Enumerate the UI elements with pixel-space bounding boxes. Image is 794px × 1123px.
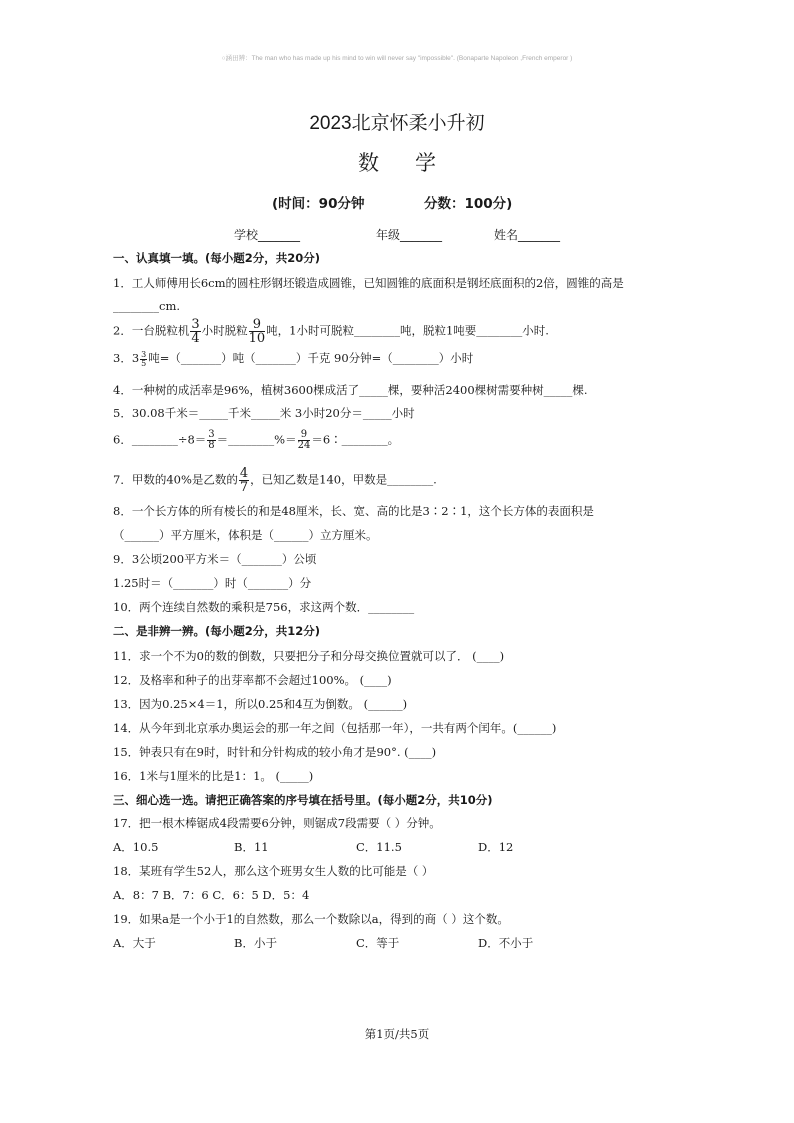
q17-option-d: D．12 [478, 840, 514, 854]
grade-field: 年级_______ [376, 228, 443, 242]
section-3-title: 三、细心选一选。请把正确答案的序号填在括号里。(每小题2分，共10分) [113, 793, 493, 807]
exam-subject: 数学 [358, 151, 472, 175]
question-7 [113, 467, 437, 494]
question-2 [113, 318, 549, 345]
question-9: 9．3公顷200平方米＝（_______）公顷 [113, 552, 317, 566]
q7-text-a: 7．甲数的40%是乙数的 [113, 472, 238, 487]
question-18: 18．某班有学生52人，那么这个班男女生人数的比可能是（ ） [113, 864, 434, 878]
question-11: 11．求一个不为0的数的倒数，只要把分子和分母交换位置就可以了． (____) [113, 649, 505, 663]
exam-score: 分数：100分) [424, 196, 513, 212]
fraction: $\frac{9}{10}$ [248, 317, 266, 346]
question-19: 19．如果a是一个小于1的自然数，那么一个数除以a，得到的商（ ）这个数。 [113, 912, 509, 926]
q6-text-b: ＝________%＝ [216, 432, 297, 447]
question-8-cont: （______）平方厘米，体积是（______）立方厘米。 [113, 528, 378, 542]
question-14: 14．从今年到北京承办奥运会的那一年之间（包括那一年），一共有两个闰年。(______) [113, 721, 557, 735]
q19-option-a: A．大于 [113, 936, 156, 950]
fraction: $\frac{4}{7}$ [239, 466, 249, 495]
question-3 [113, 350, 473, 368]
q19-option-d: D．不小于 [478, 936, 534, 950]
page-footer: 第1页/共5页 [364, 1027, 430, 1041]
fraction: $\frac{3}{8}$ [208, 429, 215, 451]
school-field: 学校_______ [234, 228, 301, 242]
q2-text-b: 小时脱粒 [201, 323, 248, 338]
q7-text-b: ，已知乙数是140，甲数是________. [250, 472, 437, 487]
question-9-cont: 1.25时＝（_______）时（_______）分 [113, 576, 312, 590]
q17-option-a: A．10.5 [113, 840, 159, 854]
q19-option-b: B．小于 [234, 936, 277, 950]
question-15: 15．钟表只有在9时，时针和分针构成的较小角才是90°. (____) [113, 745, 437, 759]
watermark: ○涵田辨：The man who has made up his mind to win will never say "impossible". (Bonaparte Napoleon ,French emperor ) [221, 55, 573, 62]
q17-option-b: B．11 [234, 840, 269, 854]
q2-text-c: 吨，1小时可脱粒________吨，脱粒1吨要________小时. [266, 323, 549, 338]
question-1-cont: ________cm. [113, 299, 181, 313]
fraction: $\frac{3}{4}$ [191, 317, 200, 346]
question-5: 5．30.08千米＝_____千米_____米 3小时20分＝_____小时 [113, 406, 415, 420]
question-10: 10．两个连续自然数的乘积是756，求这两个数．________ [113, 600, 415, 614]
exam-time: (时间：90分钟 [272, 196, 365, 212]
question-13: 13．因为0.25×4＝1，所以0.25和4互为倒数。 (______) [113, 697, 408, 711]
exam-title: 2023北京怀柔小升初 [309, 113, 485, 134]
q18-options: A．8：7 B．7：6 C．6：5 D．5：4 [113, 888, 310, 902]
q17-option-c: C．11.5 [356, 840, 402, 854]
question-6 [113, 430, 399, 451]
question-4: 4．一种树的成活率是96%，植树3600棵成活了_____棵，要种活2400棵树需要种树_____棵. [113, 383, 588, 397]
q19-option-c: C．等于 [356, 936, 400, 950]
q2-text-a: 2．一台脱粒机 [113, 323, 190, 338]
q6-text-c: ＝6∶________。 [311, 432, 400, 447]
q3-text-a: 3．3 [113, 351, 140, 365]
question-8: 8．一个长方体的所有棱长的和是48厘米，长、宽、高的比是3∶2∶1，这个长方体的表面积是 [113, 504, 594, 518]
q3-text-b: 吨=（_______）吨（_______）千克 90分钟=（________）小时 [148, 351, 474, 365]
fraction: $\frac{9}{24}$ [297, 429, 311, 451]
q6-text-a: 6．________÷8＝ [113, 432, 207, 447]
section-2-title: 二、是非辨一辨。(每小题2分，共12分) [113, 624, 321, 638]
section-1-title: 一、认真填一填。(每小题2分，共20分) [113, 251, 321, 265]
question-17: 17．把一根木棒锯成4段需要6分钟，则锯成7段需要（ ）分钟。 [113, 816, 441, 830]
fraction: $\frac{3}{5}$ [141, 349, 147, 368]
question-16: 16．1米与1厘米的比是1：1。 (_____) [113, 769, 314, 783]
name-field: 姓名_______ [494, 228, 561, 242]
question-1: 1．工人师傅用长6cm的圆柱形钢坯锻造成圆锥，已知圆锥的底面积是钢坯底面积的2倍，圆锥的高是 [113, 276, 624, 290]
question-12: 12．及格率和种子的出芽率都不会超过100%。 (____) [113, 673, 392, 687]
